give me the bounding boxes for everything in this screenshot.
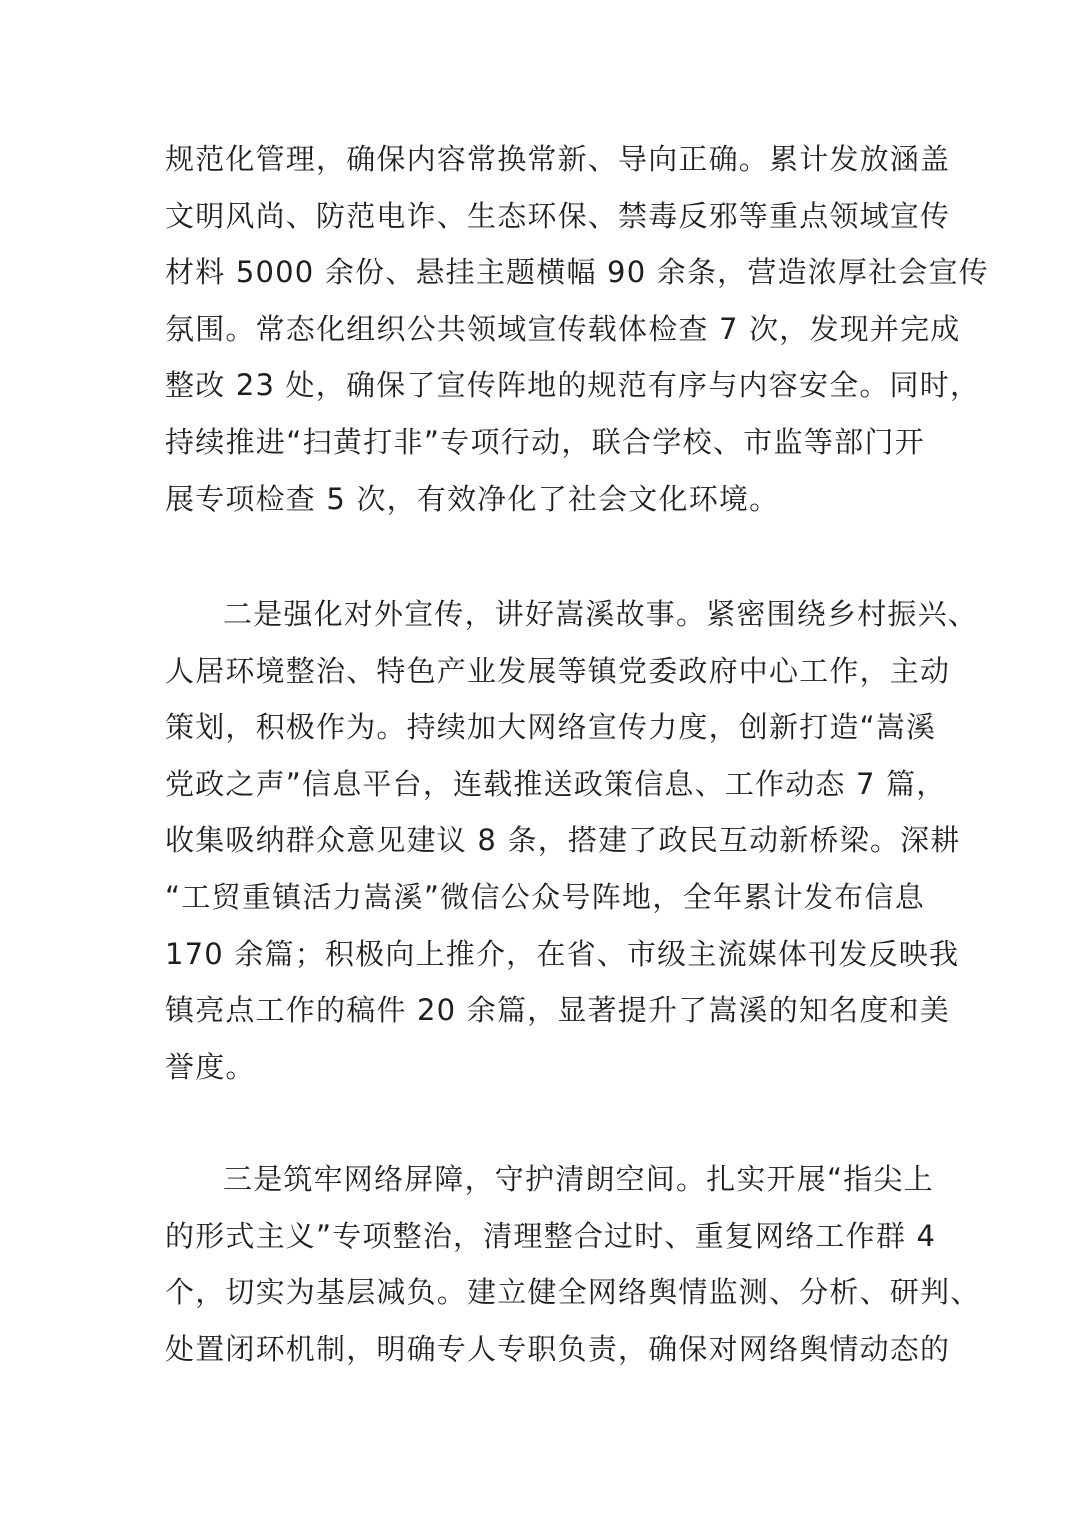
text-line: 展专项检查 5 次，有效净化了社会文化环境。: [165, 481, 780, 516]
text-line: 个，切实为基层减负。建立健全网络舆情监测、分析、研判、: [165, 1275, 981, 1310]
text-line: 整改 23 处，确保了宣传阵地的规范有序与内容安全。同时，: [165, 368, 981, 403]
text-line: 持续推进“扫黄打非”专项行动，联合学校、市监等部门开: [165, 424, 925, 459]
paragraph-propaganda-management: [165, 131, 989, 527]
text-line: 党政之声”信息平台，连载推送政策信息、工作动态 7 篇，: [165, 766, 947, 801]
text-line: 文明风尚、防范电诈、生态环保、禁毒反邪等重点领域宣传: [165, 198, 951, 233]
paragraph-network-security: [165, 1151, 981, 1377]
text-line: 收集吸纳群众意见建议 8 条，搭建了政民互动新桥梁。深耕: [165, 823, 961, 858]
text-line: 的形式主义”专项整治，清理整合过时、重复网络工作群 4: [165, 1218, 937, 1253]
paragraph-external-publicity: [165, 586, 979, 1095]
text-line: 三是筑牢网络屏障，守护清朗空间。扎实开展“指尖上: [223, 1162, 934, 1196]
text-line: 人居环境整治、特色产业发展等镇党委政府中心工作，主动: [165, 653, 951, 688]
text-line: 镇亮点工作的稿件 20 余篇，显著提升了嵩溪的知名度和美: [165, 993, 950, 1028]
text-line: 策划，积极作为。持续加大网络宣传力度，创新打造“嵩溪: [165, 710, 937, 745]
text-line: 170 余篇；积极向上推介，在省、市级主流媒体刊发反映我: [165, 936, 960, 971]
text-line: “工贸重镇活力嵩溪”微信公众号阵地，全年累计发布信息: [165, 879, 925, 914]
text-line: 规范化管理，确保内容常换常新、导向正确。累计发放涵盖: [165, 142, 951, 176]
text-line: 二是强化对外宣传，讲好嵩溪故事。紧密围绕乡村振兴、: [223, 597, 979, 631]
text-line: 誉度。: [165, 1049, 256, 1084]
text-line: 氛围。常态化组织公共领域宣传载体检查 7 次，发现并完成: [165, 311, 961, 346]
text-line: 处置闭环机制，明确专人专职负责，确保对网络舆情动态的: [165, 1331, 951, 1366]
text-line: 材料 5000 余份、悬挂主题横幅 90 余条，营造浓厚社会宣传: [165, 255, 989, 290]
